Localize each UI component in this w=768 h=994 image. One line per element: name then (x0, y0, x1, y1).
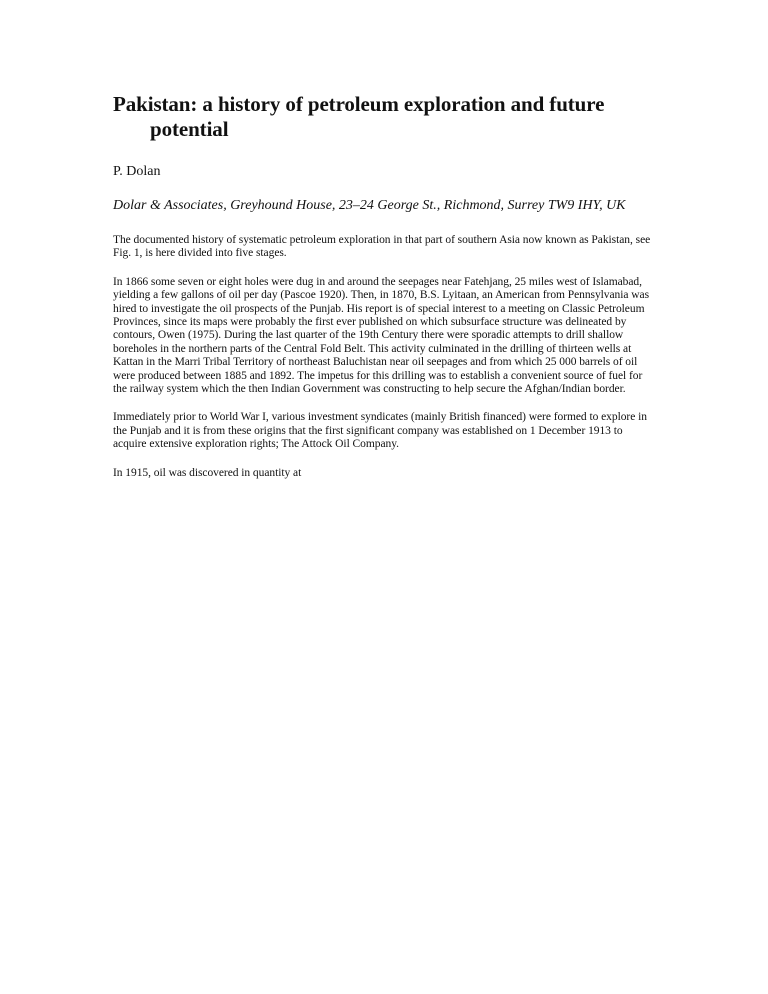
body-paragraph-1915: In 1915, oil was discovered in quantity at (113, 466, 302, 479)
author-name: P. Dolan (113, 164, 161, 179)
document-page (113, 92, 658, 495)
body-paragraph-early-history: In 1866 some seven or eight holes were dug in and around the seepages near Fatehjang, 25 miles west of Islamabad, yielding a few gallons of oil per day (Pascoe 1920). Then, in 1870, B.S. Lyitaan, an American from Pennsylvania was hired to investigate the oil prospects of the Punjab. His report is of special interest to a meeting on Classic Petroleum Provinces, since its maps were probably the first ever published on which subsurface structure was delineated by contours, Owen (1975). During the last quarter of the 19th Century there were sporadic attempts to drill shallow boreholes in the northern parts of the Central Fold Belt. This activity culminated in the drilling of thirteen wells at Kattan in the Marri Tribal Territory of northeast Baluchistan near oil seepages and from which 25 000 barrels of oil were produced between 1885 and 1892. The impetus for this drilling was to establish a convenient source of fuel for the railway system which the then Indian Government was constructing to help secure the Afghan/Indian border. (113, 275, 650, 396)
body-paragraph-intro: The documented history of systematic petroleum exploration in that part of southern Asia now known as Pakistan, see Fig. 1, is here divided into five stages. (113, 234, 651, 260)
author-affiliation: Dolar & Associates, Greyhound House, 23–24 George St., Richmond, Surrey TW9 IHY, UK (113, 198, 626, 213)
body-paragraph-pre-war: Immediately prior to World War I, various investment syndicates (mainly British financed) were formed to explore in the Punjab and it is from these origins that the first significant company was established on 1 December 1913 to acquire extensive exploration rights; The Attock Oil Company. (113, 411, 647, 451)
document-title: Pakistan: a history of petroleum exploration and future potential (113, 92, 605, 141)
